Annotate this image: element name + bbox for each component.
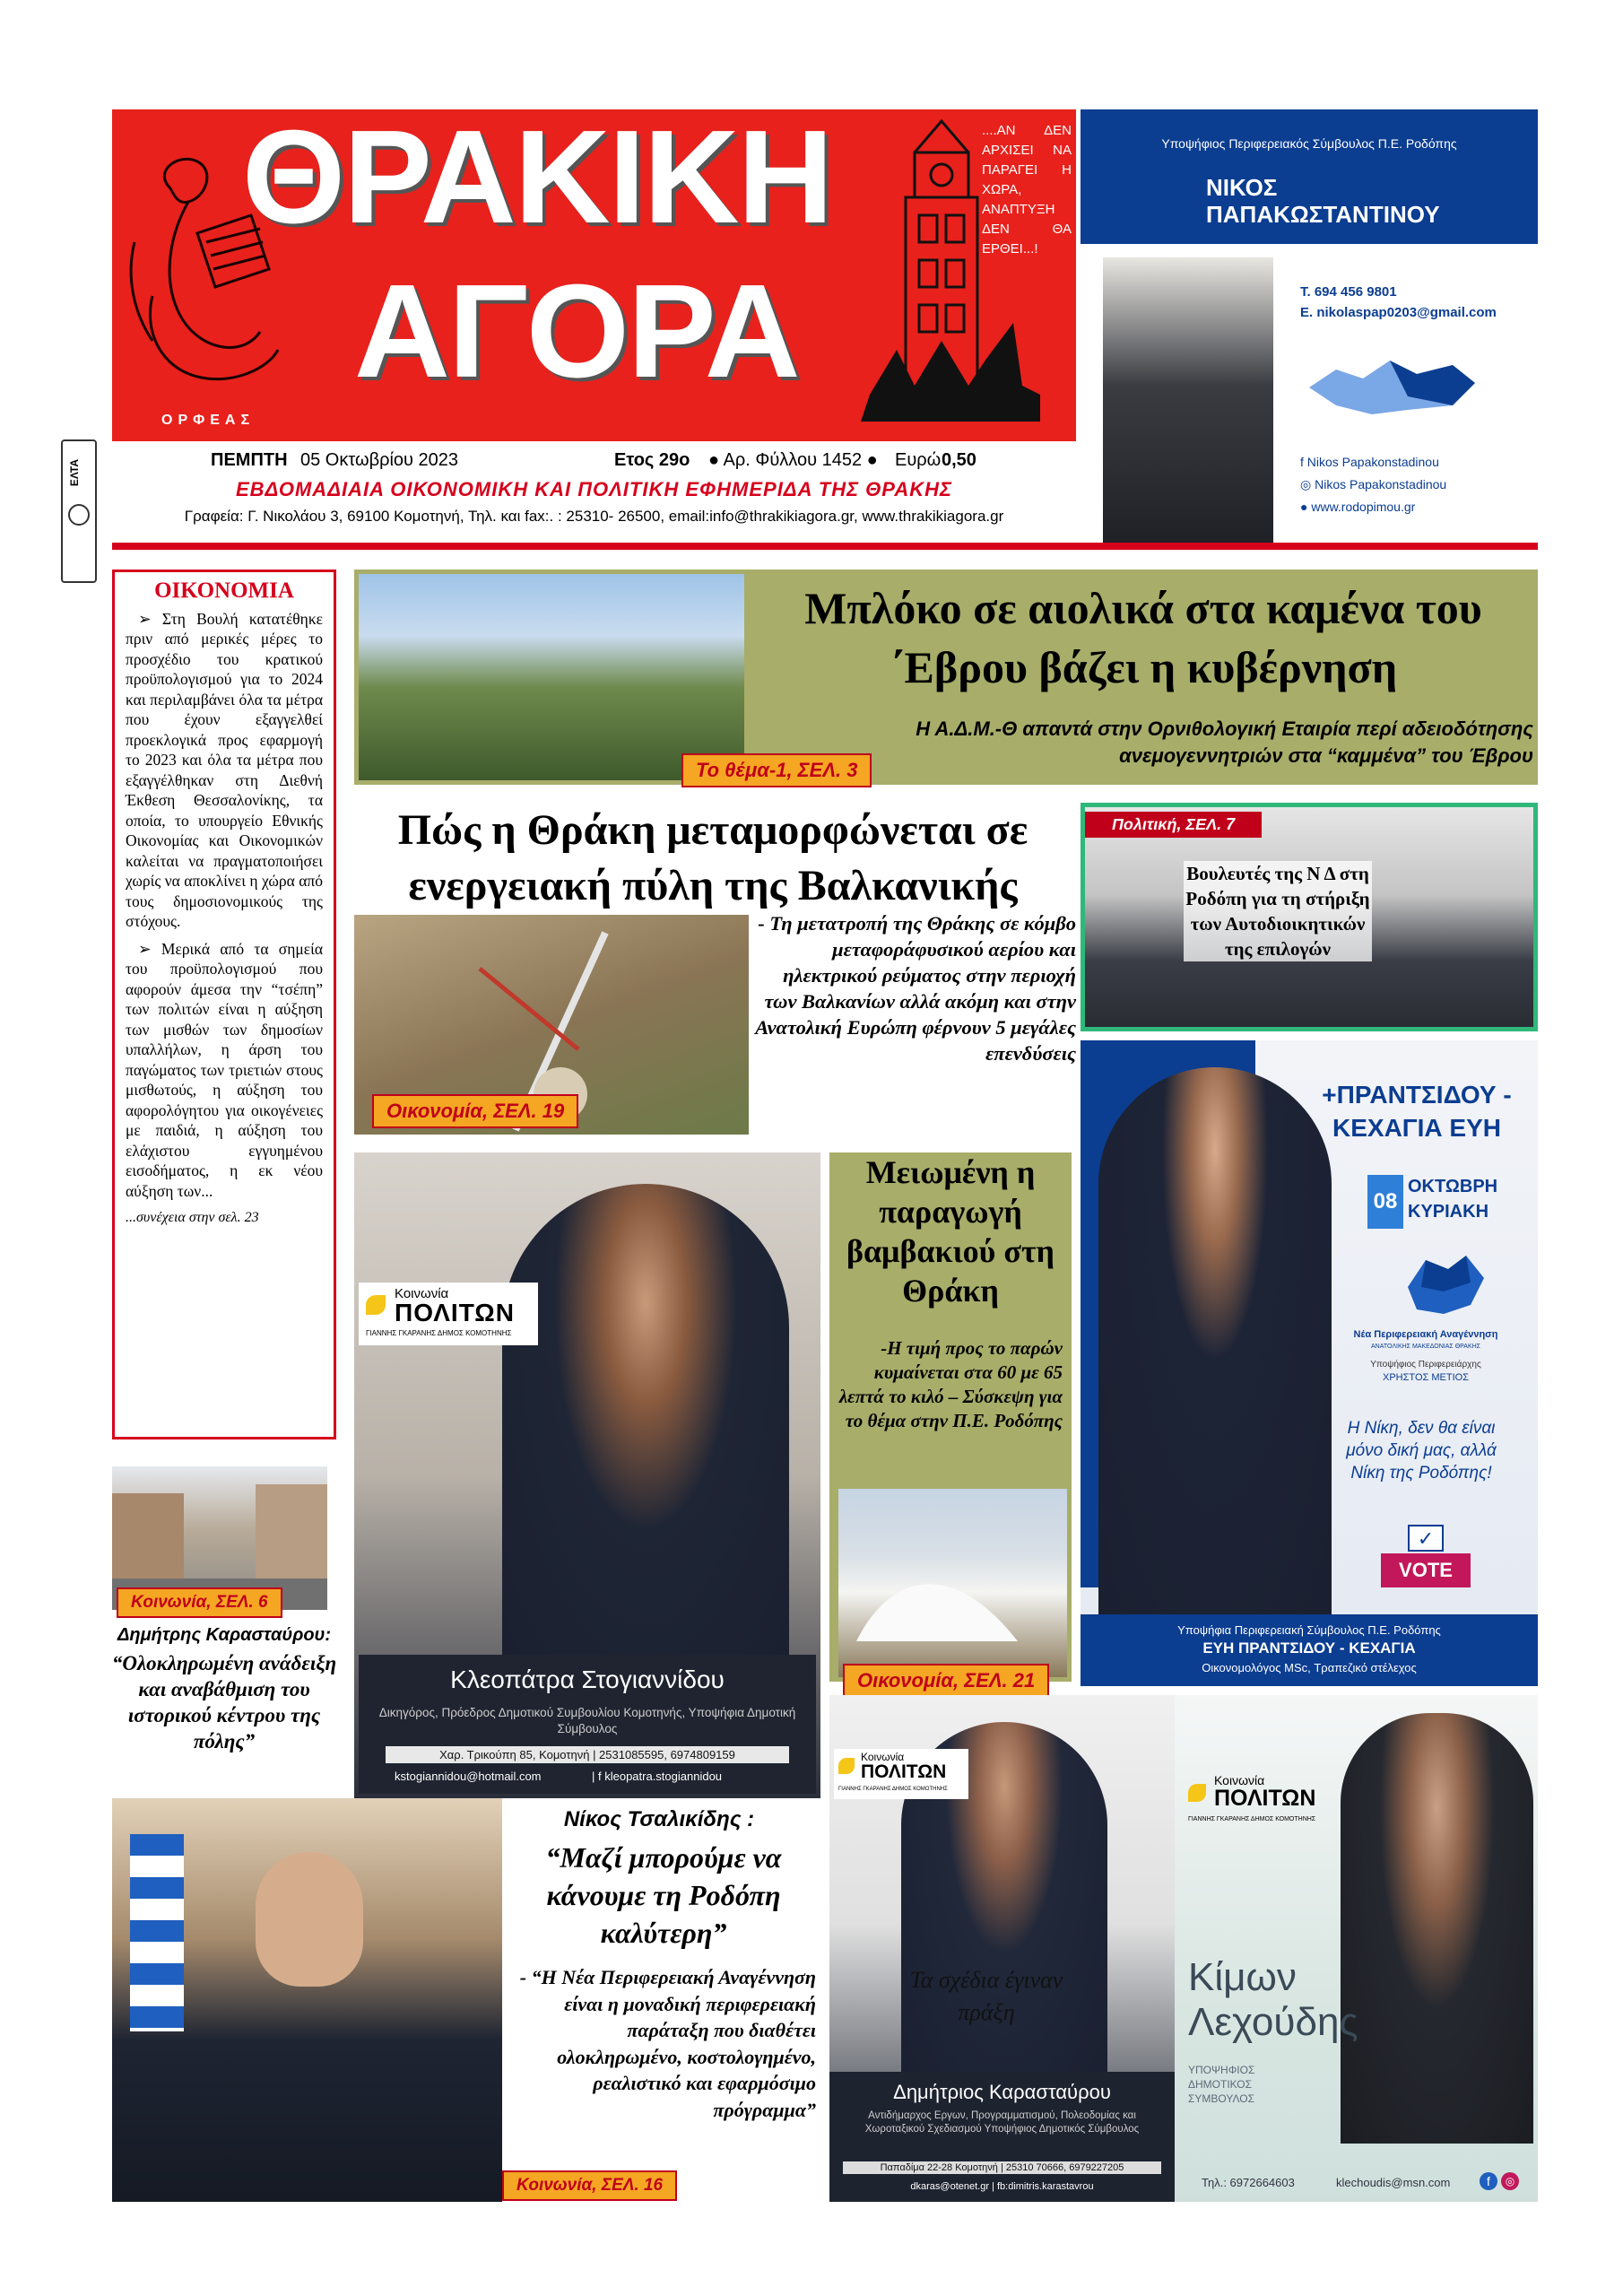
party-leaf-icon — [838, 1758, 855, 1774]
society-caption[interactable]: Κοινωνία, ΣΕΛ. 6 — [117, 1587, 282, 1618]
evi-month: ΟΚΤΩΒΡΗ — [1408, 1177, 1498, 1196]
facebook-link[interactable] — [1300, 455, 1439, 469]
evi-weekday: ΚΥΡΙΑΚΗ — [1408, 1202, 1489, 1222]
ad-role: Υποψήφιος Περιφερειακός Σύμβουλος Π.Ε. Ροδόπης — [1161, 136, 1457, 151]
ad-phone: T. 694 456 9801 — [1300, 284, 1397, 300]
cotton-photo — [838, 1489, 1067, 1677]
kleopatra-party-sub: ΓΙΑΝΝΗΣ ΓΚΑΡΑΝΗΣ ΔΗΜΟΣ ΚΟΜΟΤΗΝΗΣ — [366, 1329, 512, 1337]
facebook-icon: f — [1300, 455, 1307, 469]
karastavrou-slogan: Τα σχέδια έγιναν πράξη — [909, 1967, 1063, 2025]
karastavrou-contact1: Παπαδίμα 22-28 Κομοτηνή | 25310 70666, 6979227205 — [843, 2161, 1161, 2174]
web-link[interactable] — [1300, 500, 1415, 514]
masthead-slogan: ....ΑΝ ΔΕΝ ΑΡΧΙΣΕΙ ΝΑ ΠΑΡΑΓΕΙ Η ΧΩΡΑ, ΑΝΑΠΤΥΞΗ ΔΕΝ ΘΑ ΕΡΘΕΙ...! — [982, 123, 1072, 257]
globe-icon: ● — [1300, 500, 1312, 514]
evi-head-name: ΧΡΗΣΤΟΣ ΜΕΤΙΟΣ — [1383, 1372, 1469, 1383]
instagram-label: Nikos Papakonstadinou — [1315, 477, 1447, 491]
kleopatra-photo — [502, 1184, 789, 1659]
day-label: ΠΕΜΠΤΗ — [211, 450, 288, 470]
karastavrou-party-small: Κοινωνία — [861, 1751, 905, 1763]
kimon-party-small: Κοινωνία — [1214, 1773, 1265, 1787]
evi-name-line2: ΚΕΧΑΓΙΑ ΕΥΗ — [1332, 1114, 1501, 1142]
ad-blue-header — [1081, 109, 1538, 244]
kleopatra-address: Χαρ. Τρικούπη 85, Κομοτηνή | 2531085595, 6974809159 — [386, 1746, 789, 1763]
lead-caption[interactable]: Το θέμα-1, ΣΕΛ. 3 — [681, 753, 872, 787]
kleopatra-party-logo — [359, 1283, 538, 1345]
cotton-title: Μειωμένη η παραγωγή βαμβακιού στη Θράκη — [846, 1154, 1055, 1309]
kleopatra-email: kstogiannidou@hotmail.com — [395, 1770, 542, 1783]
checkmark-icon: ✓ — [1408, 1525, 1444, 1552]
tsalikidis-quote: “Μαζί μπορούμε να κάνουμε τη Ροδόπη καλύτερη” — [545, 1841, 782, 1949]
kimon-contact — [1175, 2163, 1538, 2202]
evi-party-name: Νέα Περιφερειακή Αναγέννηση — [1353, 1329, 1498, 1340]
evi-name-full: ΕΥΗ ΠΡΑΝΤΣΙΔΟΥ - ΚΕΧΑΓΙΑ — [1202, 1639, 1416, 1657]
evi-day-num: 08 — [1367, 1175, 1403, 1229]
party-leaf-icon — [1188, 1784, 1206, 1802]
instagram-icon[interactable]: ◎ — [1501, 2172, 1519, 2190]
tsalikidis-head — [256, 1852, 363, 1987]
masthead-divider — [112, 543, 1538, 550]
kleopatra-party-big: ΠΟΛΙΤΩΝ — [395, 1299, 515, 1326]
kimon-phone: Τηλ.: 6972664603 — [1202, 2176, 1295, 2189]
kimon-name-line2: Λεχούδης — [1188, 2000, 1358, 2044]
facebook-label: Nikos Papakonstadinou — [1306, 455, 1439, 469]
ad-name-line1: ΝΙΚΟΣ — [1206, 174, 1278, 201]
cotton-caption[interactable]: Οικονομία, ΣΕΛ. 21 — [843, 1664, 1049, 1698]
tsalikidis-caption[interactable]: Κοινωνία, ΣΕΛ. 16 — [502, 2170, 677, 2201]
elta-text: ΕΛΤΑ — [68, 459, 81, 487]
year-label: Ετος 29ο — [614, 450, 690, 470]
politics-caption[interactable]: Πολιτική, ΣΕΛ. 7 — [1085, 812, 1262, 838]
energy-caption[interactable]: Οικονομία, ΣΕΛ. 19 — [372, 1094, 578, 1128]
kleopatra-party-small: Κοινωνία — [395, 1286, 449, 1301]
evi-party-logo — [1399, 1251, 1488, 1323]
sidebar-paragraph-2: ➢ Μερικά από τα σημεία του προϋπολογισμού που αφορούν άμεσα την “τσέπη” των πολιτών είναι η αύξηση των μισθών των δημοσίων υπαλλήλων, η άρση του παγώματος των τριετιών στους μισθωτούς, η αύξηση του αφορολόγητου για οικογένειες με παιδιά, η αύξηση του ελάχιστου εγγυημένου εισοδήματος, η εκ νέου αύξηση των... — [126, 939, 323, 1200]
facebook-icon: | f — [592, 1770, 605, 1783]
masthead-title-line1: ΘΡΑΚΙΚΗ — [242, 103, 832, 251]
ad-papakonstantinou — [1081, 109, 1538, 543]
contact-line: Γραφεία: Γ. Νικολάου 3, 69100 Κομοτηνή, Τηλ. και fax:. : 25310- 26500, email:info@thrakikiagora.gr, www.thrakikiagora.gr — [184, 508, 1004, 525]
evi-vote-label: VOTE — [1381, 1553, 1471, 1587]
orpheus-label: ΟΡΦΕΑΣ — [161, 413, 256, 428]
society-speaker: Δημήτρης Καρασταύρου: — [117, 1625, 332, 1645]
evi-profession: Οικονομολόγος MSc, Τραπεζικό στέλεχος — [1202, 1661, 1417, 1674]
sidebar-more-link[interactable]: ...συνέχεια στην σελ. 23 — [126, 1210, 259, 1225]
karastavrou-party-big: ΠΟΛΙΤΩΝ — [861, 1761, 947, 1782]
elta-stamp — [61, 439, 97, 583]
karastavrou-contact2: dkaras@otenet.gr | fb:dimitris.karastavrou — [910, 2181, 1094, 2192]
evi-photo — [1098, 1067, 1332, 1614]
sidebar-heading: ΟΙΚΟΝΟΜΙΑ — [154, 578, 294, 603]
kimon-party-big: ΠΟΛΙΤΩΝ — [1214, 1786, 1316, 1811]
region-map-icon — [1300, 352, 1480, 423]
tagline: ΕΒΔΟΜΑΔΙΑΙΑ ΟΙΚΟΝΟΜΙΚΗ ΚΑΙ ΠΟΛΙΤΙΚΗ ΕΦΗΜΕΡΙΔΑ ΤΗΣ ΘΡΑΚΗΣ — [236, 478, 952, 500]
kleopatra-fb-label: kleopatra.stogiannidou — [604, 1770, 723, 1783]
karastavrou-name: Δημήτριος Καρασταύρου — [893, 2081, 1111, 2103]
masthead-title-line2: ΑΓΟΡΑ — [354, 257, 799, 405]
evi-quote: Η Νίκη, δεν θα είναι μόνο δική μας, αλλά Νίκη της Ροδόπης! — [1346, 1419, 1497, 1483]
cotton-pile-drawing — [838, 1489, 1067, 1677]
lead-subtitle: Η Α.Δ.Μ.-Θ απαντά στην Ορνιθολογική Εταιρία περί αδειοδότησης ανεμογεννητριών στα “καμμένα” του Έβρου — [916, 718, 1533, 767]
evi-party-sub: ΑΝΑΤΟΛΙΚΗΣ ΜΑΚΕΔΟΝΙΑΣ ΘΡΑΚΗΣ — [1370, 1344, 1481, 1350]
lead-photo — [359, 574, 744, 780]
greek-flag-icon — [130, 1834, 184, 2031]
evi-date-badge — [1367, 1175, 1520, 1229]
ad-email: E. nikolaspap0203@gmail.com — [1300, 305, 1497, 320]
party-leaf-icon — [366, 1295, 386, 1315]
lead-title: Μπλόκο σε αιολικά στα καμένα του ΄Εβρου βάζει η κυβέρνηση — [804, 583, 1482, 692]
evi-vote-box — [1381, 1525, 1471, 1587]
economy-sidebar — [112, 570, 336, 1439]
kleopatra-info-box — [359, 1655, 816, 1794]
price-label: Ευρώ — [895, 450, 942, 470]
elta-circle-icon — [68, 504, 90, 526]
dateline-row — [112, 441, 1076, 477]
kimon-party-logo — [1184, 1771, 1345, 1829]
energy-title: Πώς η Θράκη μεταμορφώνεται σε ενεργειακή πύλη της Βαλκανικής — [397, 806, 1028, 909]
evi-footer — [1081, 1614, 1538, 1686]
issue-label: ● Αρ. Φύλλου 1452 ● — [708, 450, 878, 470]
karastavrou-party-sub: ΓΙΑΝΝΗΣ ΓΚΑΡΑΝΗΣ ΔΗΜΟΣ ΚΟΜΟΤΗΝΗΣ — [838, 1787, 948, 1792]
evi-name-line1: +ΠΡΑΝΤΣΙΔΟΥ - — [1322, 1081, 1512, 1109]
kleopatra-desc: Δικηγόρος, Πρόεδρος Δημοτικού Συμβουλίου Κομοτηνής, Υποψήφια Δημοτική Σύμβουλος — [378, 1706, 796, 1735]
evi-role: Υποψήφια Περιφερειακή Σύμβουλος Π.Ε. Ροδόπης — [1177, 1623, 1441, 1637]
energy-text: - Τη μετατροπή της Θράκης σε κόμβο μεταφοράφυσικού αερίου και ηλεκτρικού ρεύματος στην περιοχή των Βαλκανίων αλλά ακόμη και στην Ανατολική Ευρώπη φέρνουν 5 μεγάλες επενδύσεις — [755, 912, 1076, 1065]
kimon-email: klechoudis@msn.com — [1336, 2176, 1451, 2189]
kimon-party-sub: ΓΙΑΝΝΗΣ ΓΚΑΡΑΝΗΣ ΔΗΜΟΣ ΚΟΜΟΤΗΝΗΣ — [1188, 1816, 1316, 1822]
price-value: 0,50 — [942, 450, 976, 470]
instagram-icon: ◎ — [1300, 477, 1315, 491]
kimon-photo — [1341, 1713, 1533, 2144]
evi-head-label: Υποψήφιος Περιφερειάρχης — [1370, 1360, 1481, 1370]
sidebar-paragraph-1: ➢ Στη Βουλή κατατέθηκε πριν από μερικές μέρες το προσχέδιο του κρατικού προϋπολογισμού για το 2024 και περιλαμβάνει όλα τα μέτρα που έχουν εξαγγελθεί προεκλογικά προς εφαρμογή το 2023 και όλα τα μέτρα που εξαγγέλθηκαν στη Διεθνή Έκθεση Θεσσαλονίκης, τα οποία, το υπουργείο Εθνικής Οικονομίας και Οικονομικών καλείται να πραγματοποιήσει χωρίς να αποκλίνει η χώρα από τους δημοσιονομικούς της στόχους. — [126, 609, 323, 930]
politics-text: Βουλευτές της Ν Δ στη Ροδόπη για τη στήριξη των Αυτοδιοικητικών της επιλογών — [1184, 861, 1372, 961]
instagram-link[interactable] — [1300, 477, 1446, 492]
tsalikidis-speaker: Νίκος Τσαλικίδης : — [563, 1807, 755, 1831]
kleopatra-fb — [592, 1770, 722, 1783]
tsalikidis-photo — [112, 1798, 502, 2202]
date-label: 05 Οκτωβρίου 2023 — [300, 450, 459, 470]
karastavrou-desc: Αντιδήμαρχος Εργων, Προγραμματισμού, Πολεοδομίας και Χωροταξικού Σχεδιασμού Υποψήφιος Δημοτικός Σύμβουλος — [864, 2110, 1140, 2135]
ad-candidate-photo — [1103, 257, 1273, 543]
tsalikidis-text: - “Η Νέα Περιφερειακή Αναγέννηση είναι η μοναδική περιφερειακή παράταξη που διαθέτει ολοκληρωμένο, κοστολογημένο, ρεαλιστικό και εφαρμόσιμο πρόγραμμα” — [519, 1966, 816, 2121]
ad-name-line2: ΠΑΠΑΚΩΣΤΑΝΤΙΝΟΥ — [1206, 201, 1440, 228]
society-quote: “Ολοκληρωμένη ανάδειξη και αναβάθμιση του ιστορικού κέντρου της πόλης” — [111, 1652, 337, 1752]
cotton-text: -Η τιμή προς το παρών κυμαίνεται στα 60 με 65 λεπτά το κιλό – Σύσκεψη για το θέμα στην Π.Ε. Ροδόπης — [838, 1337, 1063, 1431]
web-label: www.rodopimou.gr — [1311, 500, 1416, 514]
kimon-role: ΥΠΟΨΗΦΙΟΣ ΔΗΜΟΤΙΚΟΣ ΣΥΜΒΟΥΛΟΣ — [1188, 2064, 1255, 2105]
karastavrou-info — [829, 2072, 1175, 2202]
facebook-icon[interactable]: f — [1480, 2172, 1497, 2190]
karastavrou-party-logo — [834, 1749, 968, 1799]
kimon-name-line1: Κίμων — [1188, 1955, 1297, 1999]
kleopatra-name: Κλεοπάτρα Στογιαννίδου — [450, 1665, 725, 1693]
